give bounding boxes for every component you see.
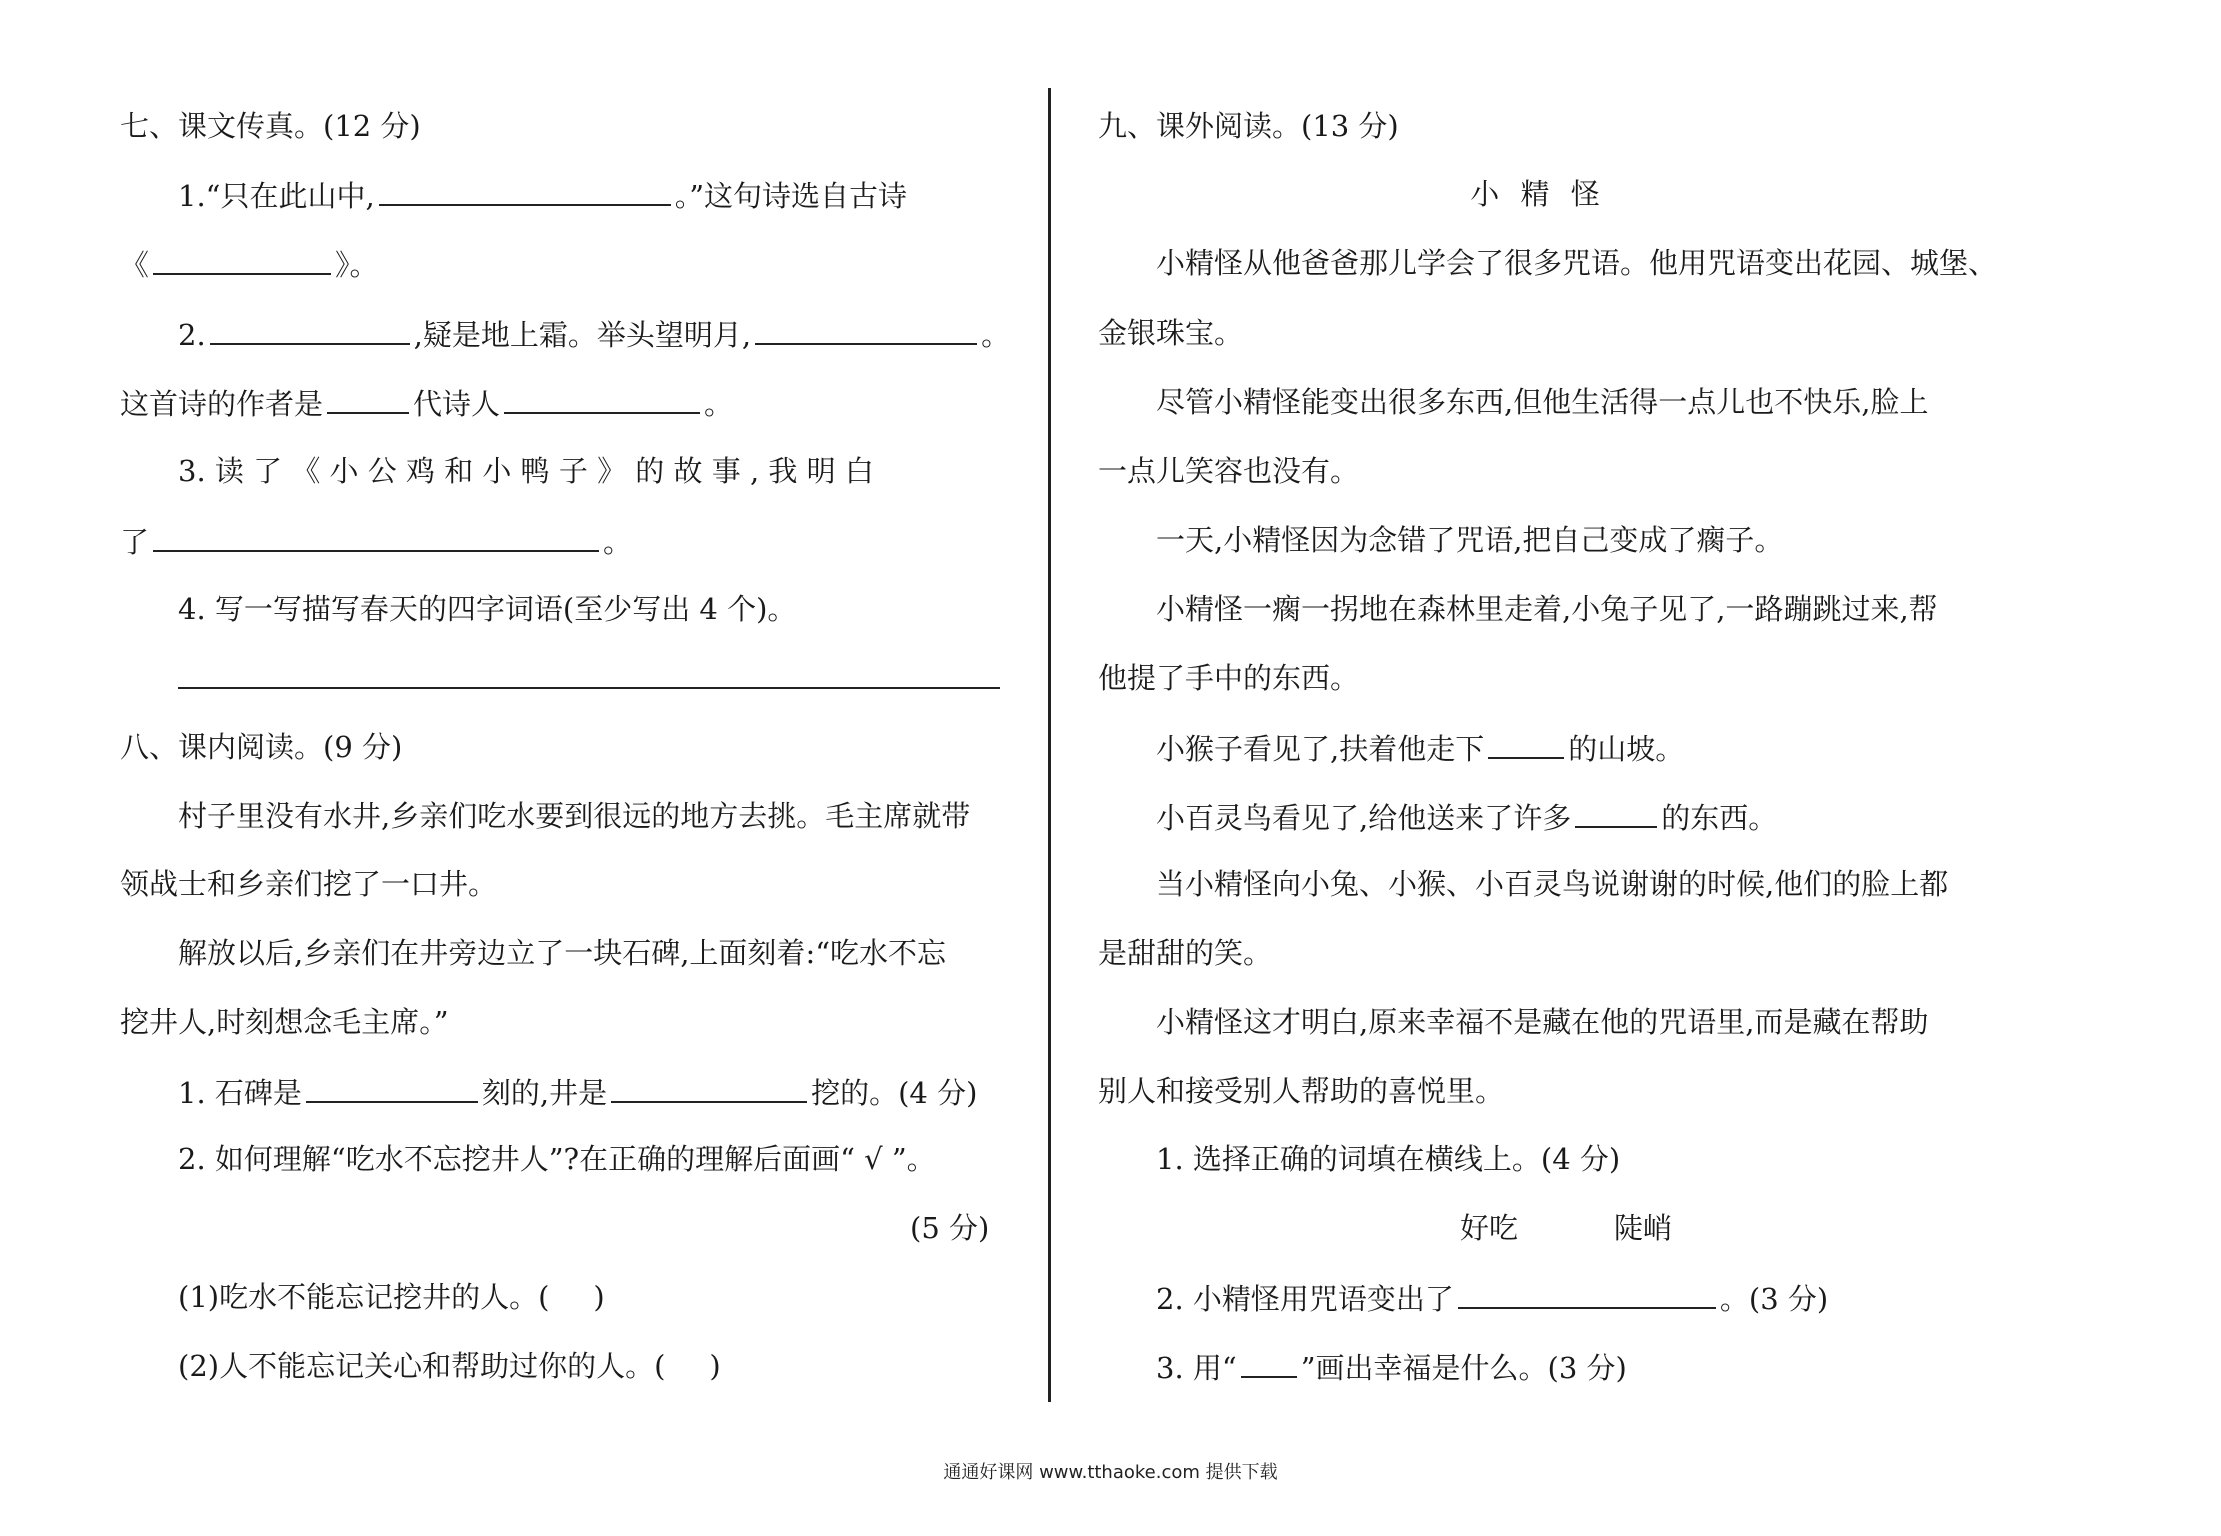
- story-paragraph: 别人和接受别人帮助的喜悦里。: [1098, 1074, 1505, 1108]
- section-8-title: 八、课内阅读。(9 分): [120, 730, 403, 764]
- question-7-3-cont: 了 。: [120, 520, 632, 560]
- answer-blank[interactable]: [1488, 727, 1564, 759]
- question-7-3: 3. 读 了 《 小 公 鸡 和 小 鸭 子 》 的 故 事 , 我 明 白: [178, 454, 874, 488]
- option-1: (1)吃水不能忘记挖井的人。( ): [178, 1280, 605, 1314]
- answer-blank[interactable]: [306, 1071, 478, 1103]
- question-9-3: 3. 用“ ”画出幸福是什么。(3 分): [1156, 1346, 1627, 1386]
- answer-blank[interactable]: [153, 520, 599, 552]
- passage-paragraph: 解放以后,乡亲们在井旁边立了一块石碑,上面刻着:“吃水不忘: [178, 936, 947, 970]
- story-paragraph: 当小精怪向小兔、小猴、小百灵鸟说谢谢的时候,他们的脸上都: [1156, 867, 1949, 901]
- story-paragraph: 是甜甜的笑。: [1098, 936, 1273, 970]
- question-9-2: 2. 小精怪用咒语变出了 。(3 分): [1156, 1277, 1828, 1317]
- story-paragraph: 尽管小精怪能变出很多东西,但他生活得一点儿也不快乐,脸上: [1156, 385, 1929, 419]
- question-9-1: 1. 选择正确的词填在横线上。(4 分): [1156, 1142, 1621, 1176]
- story-paragraph: 一天,小精怪因为念错了咒语,把自己变成了瘸子。: [1156, 523, 1784, 557]
- story-title: 小 精 怪: [1470, 177, 1606, 211]
- question-7-4: 4. 写一写描写春天的四字词语(至少写出 4 个)。: [178, 592, 797, 626]
- question-8-2: 2. 如何理解“吃水不忘挖井人”?在正确的理解后面画“ √ ”。: [178, 1142, 936, 1176]
- story-paragraph: 小百灵鸟看见了,给他送来了许多 的东西。: [1156, 796, 1777, 836]
- section-7-title: 七、课文传真。(12 分): [120, 109, 421, 143]
- story-paragraph: 小猴子看见了,扶着他走下 的山坡。: [1156, 727, 1684, 767]
- answer-blank[interactable]: [379, 174, 671, 206]
- answer-blank[interactable]: [327, 382, 409, 414]
- answer-blank[interactable]: [1575, 796, 1657, 828]
- story-paragraph: 小精怪这才明白,原来幸福不是藏在他的咒语里,而是藏在帮助: [1156, 1005, 1929, 1039]
- score-label: (5 分): [910, 1211, 990, 1245]
- story-paragraph: 小精怪一瘸一拐地在森林里走着,小兔子见了,一路蹦跳过来,帮: [1156, 592, 1938, 626]
- footer-watermark: 通通好课网 www.tthaoke.com 提供下载: [943, 1462, 1278, 1483]
- answer-blank[interactable]: [1458, 1277, 1716, 1309]
- section-9-title: 九、课外阅读。(13 分): [1098, 109, 1399, 143]
- answer-blank[interactable]: [153, 243, 331, 275]
- question-8-1: 1. 石碑是 刻的,井是 挖的。(4 分): [178, 1071, 977, 1111]
- answer-blank[interactable]: [755, 313, 977, 345]
- question-7-2-cont: 这首诗的作者是 代诗人 。: [120, 382, 733, 422]
- story-paragraph: 小精怪从他爸爸那儿学会了很多咒语。他用咒语变出花园、城堡、: [1156, 246, 1998, 280]
- answer-blank[interactable]: [504, 382, 700, 414]
- answer-blank[interactable]: [611, 1071, 807, 1103]
- underline-sample: [1241, 1346, 1297, 1378]
- story-paragraph: 金银珠宝。: [1098, 316, 1244, 350]
- passage-paragraph: 领战士和乡亲们挖了一口井。: [120, 867, 498, 901]
- answer-line[interactable]: [178, 687, 1000, 689]
- question-7-2: 2. ,疑是地上霜。举头望明月, 。: [178, 313, 1010, 353]
- passage-paragraph: 挖井人,时刻想念毛主席。”: [120, 1005, 449, 1039]
- column-divider: [1048, 88, 1051, 1402]
- option-2: (2)人不能忘记关心和帮助过你的人。( ): [178, 1349, 721, 1383]
- passage-paragraph: 村子里没有水井,乡亲们吃水要到很远的地方去挑。毛主席就带: [178, 799, 971, 833]
- story-paragraph: 他提了手中的东西。: [1098, 661, 1360, 695]
- question-7-1-cont: 《 》。: [120, 243, 379, 283]
- word-choice-1: 好吃: [1460, 1211, 1519, 1245]
- story-paragraph: 一点儿笑容也没有。: [1098, 454, 1360, 488]
- word-choice-2: 陡峭: [1614, 1211, 1673, 1245]
- question-7-1: 1.“只在此山中, 。”这句诗选自古诗: [178, 174, 907, 214]
- answer-blank[interactable]: [210, 313, 410, 345]
